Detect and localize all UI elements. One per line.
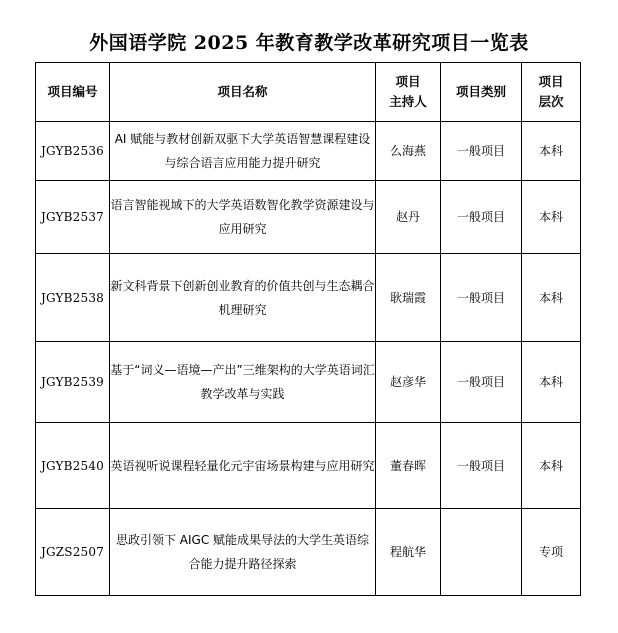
cell-project-level: 本科 — [522, 181, 581, 254]
cell-project-code: JGYB2539 — [36, 342, 110, 423]
table-row — [36, 181, 581, 254]
cell-project-leader: 程航华 — [376, 509, 441, 596]
cell-project-category: 一般项目 — [441, 181, 522, 254]
cell-project-name — [110, 509, 376, 596]
header-project-level — [522, 63, 581, 122]
header-project-name: 项目名称 — [110, 63, 376, 122]
document-title: 外国语学院 2025 年教育教学改革研究项目一览表 — [89, 32, 529, 54]
project-name-text: 思政引领下 AIGC 赋能成果导法的大学生英语综合能力提升路径探索 — [115, 533, 370, 571]
table-row — [36, 423, 581, 509]
cell-project-level: 本科 — [522, 342, 581, 423]
cell-project-category: 一般项目 — [441, 254, 522, 342]
cell-project-level: 本科 — [522, 254, 581, 342]
project-name-text: AI 赋能与教材创新双驱下大学英语智慧课程建设与综合语言应用能力提升研究 — [114, 132, 371, 170]
cell-project-name — [110, 254, 376, 342]
header-leader-line2: 主持人 — [389, 94, 427, 109]
table-row — [36, 122, 581, 181]
header-project-leader — [376, 63, 441, 122]
cell-project-leader: 赵彦华 — [376, 342, 441, 423]
project-name-text: 基于“词义—语境—产出”三维架构的大学英语词汇教学改革与实践 — [110, 363, 375, 401]
cell-project-name — [110, 423, 376, 509]
table-header-row — [36, 63, 581, 122]
header-level-line2: 层次 — [538, 94, 564, 109]
cell-project-leader: 么海燕 — [376, 122, 441, 181]
table-row — [36, 342, 581, 423]
cell-project-level: 本科 — [522, 122, 581, 181]
table-row — [36, 254, 581, 342]
project-name-text: 语言智能视域下的大学英语数智化教学资源建设与应用研究 — [110, 198, 375, 236]
cell-project-level: 本科 — [522, 423, 581, 509]
table-row — [36, 509, 581, 596]
header-level-line1: 项目 — [538, 74, 564, 89]
cell-project-category: 一般项目 — [441, 122, 522, 181]
header-project-category: 项目类别 — [441, 63, 522, 122]
cell-project-code: JGYB2536 — [36, 122, 110, 181]
cell-project-code: JGYB2537 — [36, 181, 110, 254]
project-table — [35, 62, 581, 596]
cell-project-name — [110, 181, 376, 254]
cell-project-code: JGZS2507 — [36, 509, 110, 596]
header-project-code: 项目编号 — [36, 63, 110, 122]
project-name-text: 新文科背景下创新创业教育的价值共创与生态耦合机理研究 — [110, 278, 375, 317]
cell-project-category: 一般项目 — [441, 342, 522, 423]
cell-project-category — [441, 509, 522, 596]
cell-project-code: JGYB2540 — [36, 423, 110, 509]
cell-project-leader: 赵丹 — [376, 181, 441, 254]
header-leader-line1: 项目 — [395, 74, 421, 89]
cell-project-category: 一般项目 — [441, 423, 522, 509]
cell-project-name — [110, 342, 376, 423]
cell-project-code: JGYB2538 — [36, 254, 110, 342]
cell-project-leader: 耿瑞霞 — [376, 254, 441, 342]
cell-project-level: 专项 — [522, 509, 581, 596]
cell-project-name — [110, 122, 376, 181]
project-name-text: 英语视听说课程轻量化元宇宙场景构建与应用研究 — [110, 458, 375, 473]
cell-project-leader: 董春晖 — [376, 423, 441, 509]
